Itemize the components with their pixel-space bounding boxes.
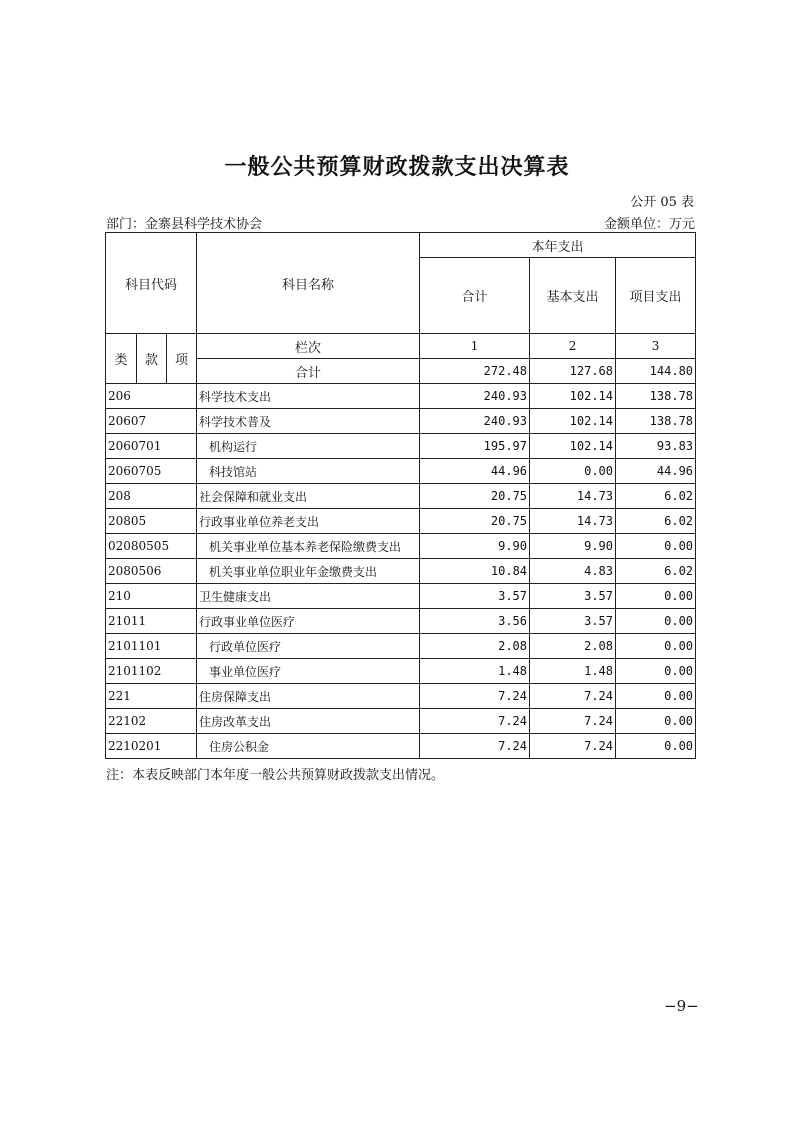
row-code: 02080505 — [106, 534, 197, 559]
row-name: 社会保障和就业支出 — [197, 484, 420, 509]
row-basic: 14.73 — [530, 509, 616, 534]
row-code: 210 — [106, 584, 197, 609]
row-total: 3.56 — [420, 609, 530, 634]
row-total: 7.24 — [420, 684, 530, 709]
row-total: 7.24 — [420, 734, 530, 759]
row-project: 0.00 — [616, 584, 696, 609]
expenditure-table — [105, 232, 696, 759]
row-basic: 14.73 — [530, 484, 616, 509]
row-total: 20.75 — [420, 509, 530, 534]
header-current-year: 本年支出 — [420, 233, 696, 258]
row-name: 科学技术支出 — [197, 384, 420, 409]
table-row — [106, 684, 696, 709]
row-name: 科技馆站 — [197, 459, 420, 484]
row-basic: 3.57 — [530, 609, 616, 634]
table-row — [106, 484, 696, 509]
row-name: 住房改革支出 — [197, 709, 420, 734]
department-label: 部门：金寨县科学技术协会 — [106, 217, 263, 232]
header-class: 类 — [106, 334, 137, 384]
row-name: 行政单位医疗 — [197, 634, 420, 659]
row-name: 科学技术普及 — [197, 409, 420, 434]
row-project: 0.00 — [616, 609, 696, 634]
row-name: 事业单位医疗 — [197, 659, 420, 684]
row-basic: 0.00 — [530, 459, 616, 484]
row-total: 20.75 — [420, 484, 530, 509]
row-code: 20607 — [106, 409, 197, 434]
row-code: 20805 — [106, 509, 197, 534]
table-note: 注：本表反映部门本年度一般公共预算财政拨款支出情况。 — [106, 768, 445, 783]
total-row-total: 272.48 — [420, 359, 530, 384]
table-row — [106, 659, 696, 684]
row-code: 208 — [106, 484, 197, 509]
row-code: 2101101 — [106, 634, 197, 659]
row-code: 2101102 — [106, 659, 197, 684]
row-name: 行政事业单位养老支出 — [197, 509, 420, 534]
row-basic: 9.90 — [530, 534, 616, 559]
row-project: 6.02 — [616, 509, 696, 534]
table-row — [106, 409, 696, 434]
row-name: 住房保障支出 — [197, 684, 420, 709]
column-index-3: 3 — [616, 334, 696, 359]
total-row-label: 合计 — [197, 359, 420, 384]
table-row — [106, 434, 696, 459]
table-row — [106, 509, 696, 534]
table-row — [106, 384, 696, 409]
table-row — [106, 559, 696, 584]
row-basic: 102.14 — [530, 409, 616, 434]
row-basic: 7.24 — [530, 709, 616, 734]
row-total: 240.93 — [420, 384, 530, 409]
header-total: 合计 — [420, 258, 530, 334]
row-total: 3.57 — [420, 584, 530, 609]
row-code: 22102 — [106, 709, 197, 734]
row-project: 0.00 — [616, 709, 696, 734]
row-basic: 102.14 — [530, 384, 616, 409]
page-number: −9− — [664, 997, 699, 1015]
row-name: 机关事业单位职业年金缴费支出 — [197, 559, 420, 584]
row-total: 2.08 — [420, 634, 530, 659]
row-basic: 3.57 — [530, 584, 616, 609]
row-name: 机关事业单位基本养老保险缴费支出 — [197, 534, 420, 559]
row-total: 10.84 — [420, 559, 530, 584]
row-code: 2060701 — [106, 434, 197, 459]
row-name: 卫生健康支出 — [197, 584, 420, 609]
row-project: 0.00 — [616, 734, 696, 759]
row-project: 6.02 — [616, 559, 696, 584]
header-section: 款 — [137, 334, 167, 384]
row-basic: 1.48 — [530, 659, 616, 684]
row-total: 9.90 — [420, 534, 530, 559]
table-row — [106, 734, 696, 759]
row-project: 44.96 — [616, 459, 696, 484]
row-code: 221 — [106, 684, 197, 709]
header-column-index: 栏次 — [197, 334, 420, 359]
row-name: 行政事业单位医疗 — [197, 609, 420, 634]
table-row — [106, 459, 696, 484]
row-total: 195.97 — [420, 434, 530, 459]
header-basic: 基本支出 — [530, 258, 616, 334]
form-code: 公开 05 表 — [630, 195, 694, 210]
row-total: 44.96 — [420, 459, 530, 484]
row-code: 2210201 — [106, 734, 197, 759]
column-index-2: 2 — [530, 334, 616, 359]
row-project: 0.00 — [616, 684, 696, 709]
total-row-project: 144.80 — [616, 359, 696, 384]
row-code: 2060705 — [106, 459, 197, 484]
row-project: 138.78 — [616, 409, 696, 434]
table-row — [106, 609, 696, 634]
row-total: 7.24 — [420, 709, 530, 734]
table-row — [106, 534, 696, 559]
row-code: 21011 — [106, 609, 197, 634]
row-name: 机构运行 — [197, 434, 420, 459]
unit-label: 金额单位：万元 — [603, 217, 695, 232]
row-code: 2080506 — [106, 559, 197, 584]
table-row — [106, 709, 696, 734]
row-project: 93.83 — [616, 434, 696, 459]
header-item: 项 — [167, 334, 197, 384]
total-row-basic: 127.68 — [530, 359, 616, 384]
row-code: 206 — [106, 384, 197, 409]
table-row — [106, 584, 696, 609]
header-subject-code: 科目代码 — [106, 233, 197, 334]
table-row — [106, 634, 696, 659]
row-basic: 2.08 — [530, 634, 616, 659]
header-subject-name: 科目名称 — [197, 233, 420, 334]
row-total: 1.48 — [420, 659, 530, 684]
row-basic: 7.24 — [530, 684, 616, 709]
page-title: 一般公共预算财政拨款支出决算表 — [224, 154, 570, 180]
row-basic: 7.24 — [530, 734, 616, 759]
column-index-1: 1 — [420, 334, 530, 359]
header-project: 项目支出 — [616, 258, 696, 334]
row-project: 0.00 — [616, 659, 696, 684]
row-total: 240.93 — [420, 409, 530, 434]
row-basic: 4.83 — [530, 559, 616, 584]
row-project: 0.00 — [616, 534, 696, 559]
row-project: 6.02 — [616, 484, 696, 509]
row-basic: 102.14 — [530, 434, 616, 459]
row-project: 138.78 — [616, 384, 696, 409]
row-name: 住房公积金 — [197, 734, 420, 759]
row-project: 0.00 — [616, 634, 696, 659]
